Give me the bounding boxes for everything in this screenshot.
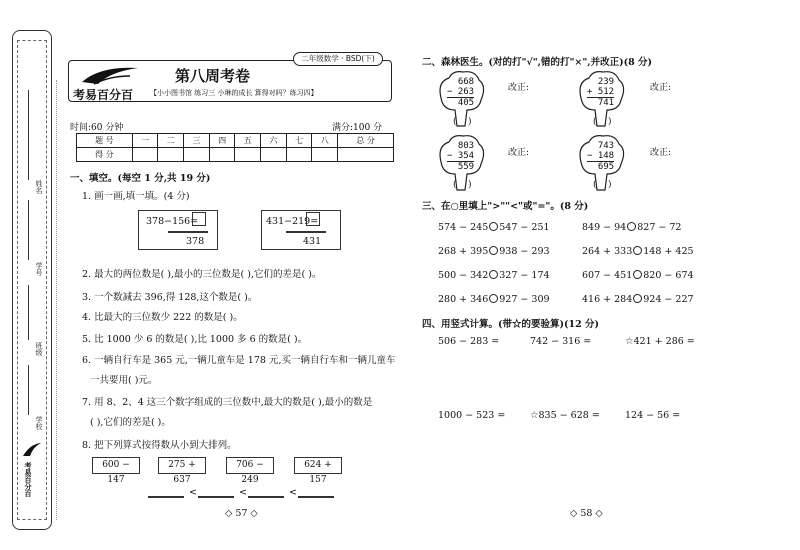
tree4-check-paren[interactable]: ( ) <box>593 180 612 190</box>
tree3-op: − <box>447 151 453 161</box>
compare-left: 264 + 333 <box>582 246 633 257</box>
compare-item <box>582 270 694 281</box>
vertical-calc-item: 506 − 283 = <box>438 336 500 347</box>
compare-item <box>438 294 550 305</box>
q8-expr-box: 624 + 157 <box>294 457 342 474</box>
compare-item <box>582 222 681 233</box>
compare-right: 327 − 174 <box>499 270 550 281</box>
compare-left: 280 + 346 <box>438 294 489 305</box>
tree2-correct-label: 改正: <box>650 83 672 93</box>
compare-circle[interactable] <box>489 246 498 255</box>
tree2-mid: 512 <box>597 87 615 97</box>
calc2-sub: 431 <box>303 236 322 247</box>
compare-right: 547 − 251 <box>499 222 550 233</box>
compare-circle[interactable] <box>489 222 498 231</box>
compare-circle[interactable] <box>489 270 498 279</box>
calc1-line <box>168 231 208 233</box>
slogan: 【小小图书馆 练习三 小琳的成长 算得对吗？练习四】 <box>150 89 318 97</box>
page-number-left: ◇ 57 ◇ <box>225 508 258 519</box>
compare-left: 607 − 451 <box>582 270 633 281</box>
q6-line2: 一共要用( )元。 <box>90 375 158 386</box>
q8-expr-box: 706 − 249 <box>226 457 274 474</box>
compare-circle[interactable] <box>633 294 642 303</box>
score-header-cell: 七 <box>286 134 312 148</box>
section1-title: 一、填空。(每空 1 分,共 19 分) <box>70 173 211 184</box>
compare-right: 927 − 309 <box>499 294 550 305</box>
score-cell[interactable] <box>209 148 235 162</box>
school-line <box>28 365 29 415</box>
brand-name: 考易百分百 <box>73 88 134 102</box>
tree4-res: 695 <box>597 162 615 172</box>
tree3-correct-label: 改正: <box>508 148 530 158</box>
score-header-cell: 总 分 <box>338 134 394 148</box>
tree1-res: 405 <box>457 98 475 108</box>
order-blank-2[interactable] <box>198 496 234 498</box>
calc2-answer-box[interactable] <box>306 212 320 226</box>
score-header-cell: 一 <box>132 134 158 148</box>
q5: 5. 比 1000 少 6 的数是( ),比 1000 多 6 的数是( )。 <box>82 334 308 345</box>
q8: 8. 把下列算式按得数从小到大排列。 <box>82 440 237 451</box>
tree4-correct-label: 改正: <box>650 148 672 158</box>
score-header-cell: 三 <box>184 134 210 148</box>
score-cell[interactable] <box>261 148 287 162</box>
vertical-calc-item: 1000 − 523 = <box>438 410 506 421</box>
score-cell[interactable] <box>286 148 312 162</box>
q2: 2. 最大的两位数是( ),最小的三位数是( ),它们的差是( )。 <box>82 269 322 280</box>
compare-right: 938 − 293 <box>499 246 550 257</box>
exam-time: 时间:60 分钟 <box>70 123 124 133</box>
compare-item <box>582 246 694 257</box>
label-student-id: 学号 <box>35 262 43 276</box>
compare-circle[interactable] <box>633 270 642 279</box>
tree4-mid: 148 <box>597 151 615 161</box>
order-sep: < <box>189 487 197 498</box>
q6-line1: 6. 一辆自行车是 365 元,一辆儿童车是 178 元,买一辆自行车和一辆儿童车 <box>82 355 396 366</box>
score-table-header-row <box>77 134 394 148</box>
page-number-right: ◇ 58 ◇ <box>570 508 603 519</box>
score-row-label: 得 分 <box>77 148 133 162</box>
q4: 4. 比最大的三位数少 222 的数是( )。 <box>82 312 243 323</box>
score-cell[interactable] <box>235 148 261 162</box>
tree1-top: 668 <box>457 77 475 87</box>
score-header-cell: 八 <box>312 134 338 148</box>
order-blank-1[interactable] <box>148 496 184 498</box>
tree1-mid: 263 <box>457 87 475 97</box>
compare-right: 148 + 425 <box>643 246 694 257</box>
score-header-cell: 五 <box>235 134 261 148</box>
tree2-res: 741 <box>597 98 615 108</box>
compare-left: 849 − 94 <box>582 222 627 233</box>
name-line <box>28 90 29 180</box>
vertical-calc-item: 124 − 56 = <box>625 410 681 421</box>
order-sep: < <box>239 487 247 498</box>
label-name: 姓名 <box>35 180 43 194</box>
compare-left: 574 − 245 <box>438 222 489 233</box>
score-cell[interactable] <box>184 148 210 162</box>
compare-left: 416 + 284 <box>582 294 633 305</box>
score-header-cell: 二 <box>158 134 184 148</box>
compare-item <box>438 246 550 257</box>
score-cell[interactable] <box>132 148 158 162</box>
order-blank-3[interactable] <box>248 496 284 498</box>
score-cell[interactable] <box>158 148 184 162</box>
tree1-op: − <box>447 87 453 97</box>
tree1-check-paren[interactable]: ( ) <box>453 117 472 127</box>
tree4-top: 743 <box>597 141 615 151</box>
tree1-calc <box>447 77 474 108</box>
page-title: 第八周考卷 <box>175 67 251 85</box>
calc1-expr: 378−156= <box>146 216 199 227</box>
section2-title: 二、森林医生。(对的打"√",错的打"×",并改正)(8 分) <box>422 57 653 68</box>
class-line <box>28 285 29 340</box>
tree2-top: 239 <box>597 77 615 87</box>
tree3-calc <box>447 141 474 172</box>
tree1-correct-label: 改正: <box>508 83 530 93</box>
score-header-cell: 题 号 <box>77 134 133 148</box>
compare-left: 500 − 342 <box>438 270 489 281</box>
grade-tag: 二年级数学 · BSD(下) <box>293 52 383 66</box>
score-table <box>76 133 394 162</box>
q8-expr-box: 275 + 637 <box>158 457 206 474</box>
section3-title: 三、在○里填上">""<"或"="。(8 分) <box>422 201 589 212</box>
q1: 1. 画一画,填一填。(4 分) <box>82 191 190 202</box>
calc2-line <box>286 231 326 233</box>
order-blank-4[interactable] <box>298 496 334 498</box>
student-id-line <box>28 200 29 260</box>
compare-circle[interactable] <box>489 294 498 303</box>
calc2-expr: 431−219= <box>266 216 319 227</box>
calc1-sub: 378 <box>186 236 205 247</box>
tree3-res: 559 <box>457 162 475 172</box>
brand-swoosh-icon <box>80 64 140 86</box>
compare-circle[interactable] <box>633 246 642 255</box>
calc1-answer-box[interactable] <box>192 212 206 226</box>
score-cell[interactable] <box>338 148 394 162</box>
tree3-check-paren[interactable]: ( ) <box>453 180 472 190</box>
score-table-score-row <box>77 148 394 162</box>
tree2-calc <box>587 77 614 108</box>
compare-left: 268 + 395 <box>438 246 489 257</box>
full-score: 满分:100 分 <box>332 123 383 133</box>
compare-right: 820 − 674 <box>643 270 694 281</box>
brand-logo-icon <box>20 440 44 460</box>
brand-vertical: 考易百分百 <box>24 462 32 497</box>
tree4-op: − <box>587 151 593 161</box>
tree3-top: 803 <box>457 141 475 151</box>
tree4-calc <box>587 141 614 172</box>
q8-expr-box: 600 − 147 <box>92 457 140 474</box>
q3: 3. 一个数减去 396,得 128,这个数是( )。 <box>82 292 258 303</box>
tree2-check-paren[interactable]: ( ) <box>593 117 612 127</box>
cut-line <box>56 80 57 520</box>
compare-right: 924 − 227 <box>643 294 694 305</box>
score-header-cell: 四 <box>209 134 235 148</box>
compare-circle[interactable] <box>627 222 636 231</box>
compare-right: 827 − 72 <box>637 222 682 233</box>
q7-line1: 7. 用 8、2、4 这三个数字组成的三位数中,最大的数是( ),最小的数是 <box>82 397 373 408</box>
vertical-calc-item: ☆835 − 628 = <box>530 410 600 421</box>
compare-item <box>438 222 550 233</box>
section4-title: 四、用竖式计算。(带☆的要验算)(12 分) <box>422 319 600 330</box>
score-header-cell: 六 <box>261 134 287 148</box>
label-class: 班级 <box>35 342 43 356</box>
tree2-op: + <box>587 87 593 97</box>
score-cell[interactable] <box>312 148 338 162</box>
compare-item <box>582 294 694 305</box>
vertical-calc-item: ☆421 + 286 = <box>625 336 695 347</box>
order-sep: < <box>289 487 297 498</box>
tree3-mid: 354 <box>457 151 475 161</box>
compare-item <box>438 270 550 281</box>
vertical-calc-item: 742 − 316 = <box>530 336 592 347</box>
label-school: 学校 <box>35 416 43 430</box>
q7-line2: ( ),它们的差是( )。 <box>90 417 171 428</box>
